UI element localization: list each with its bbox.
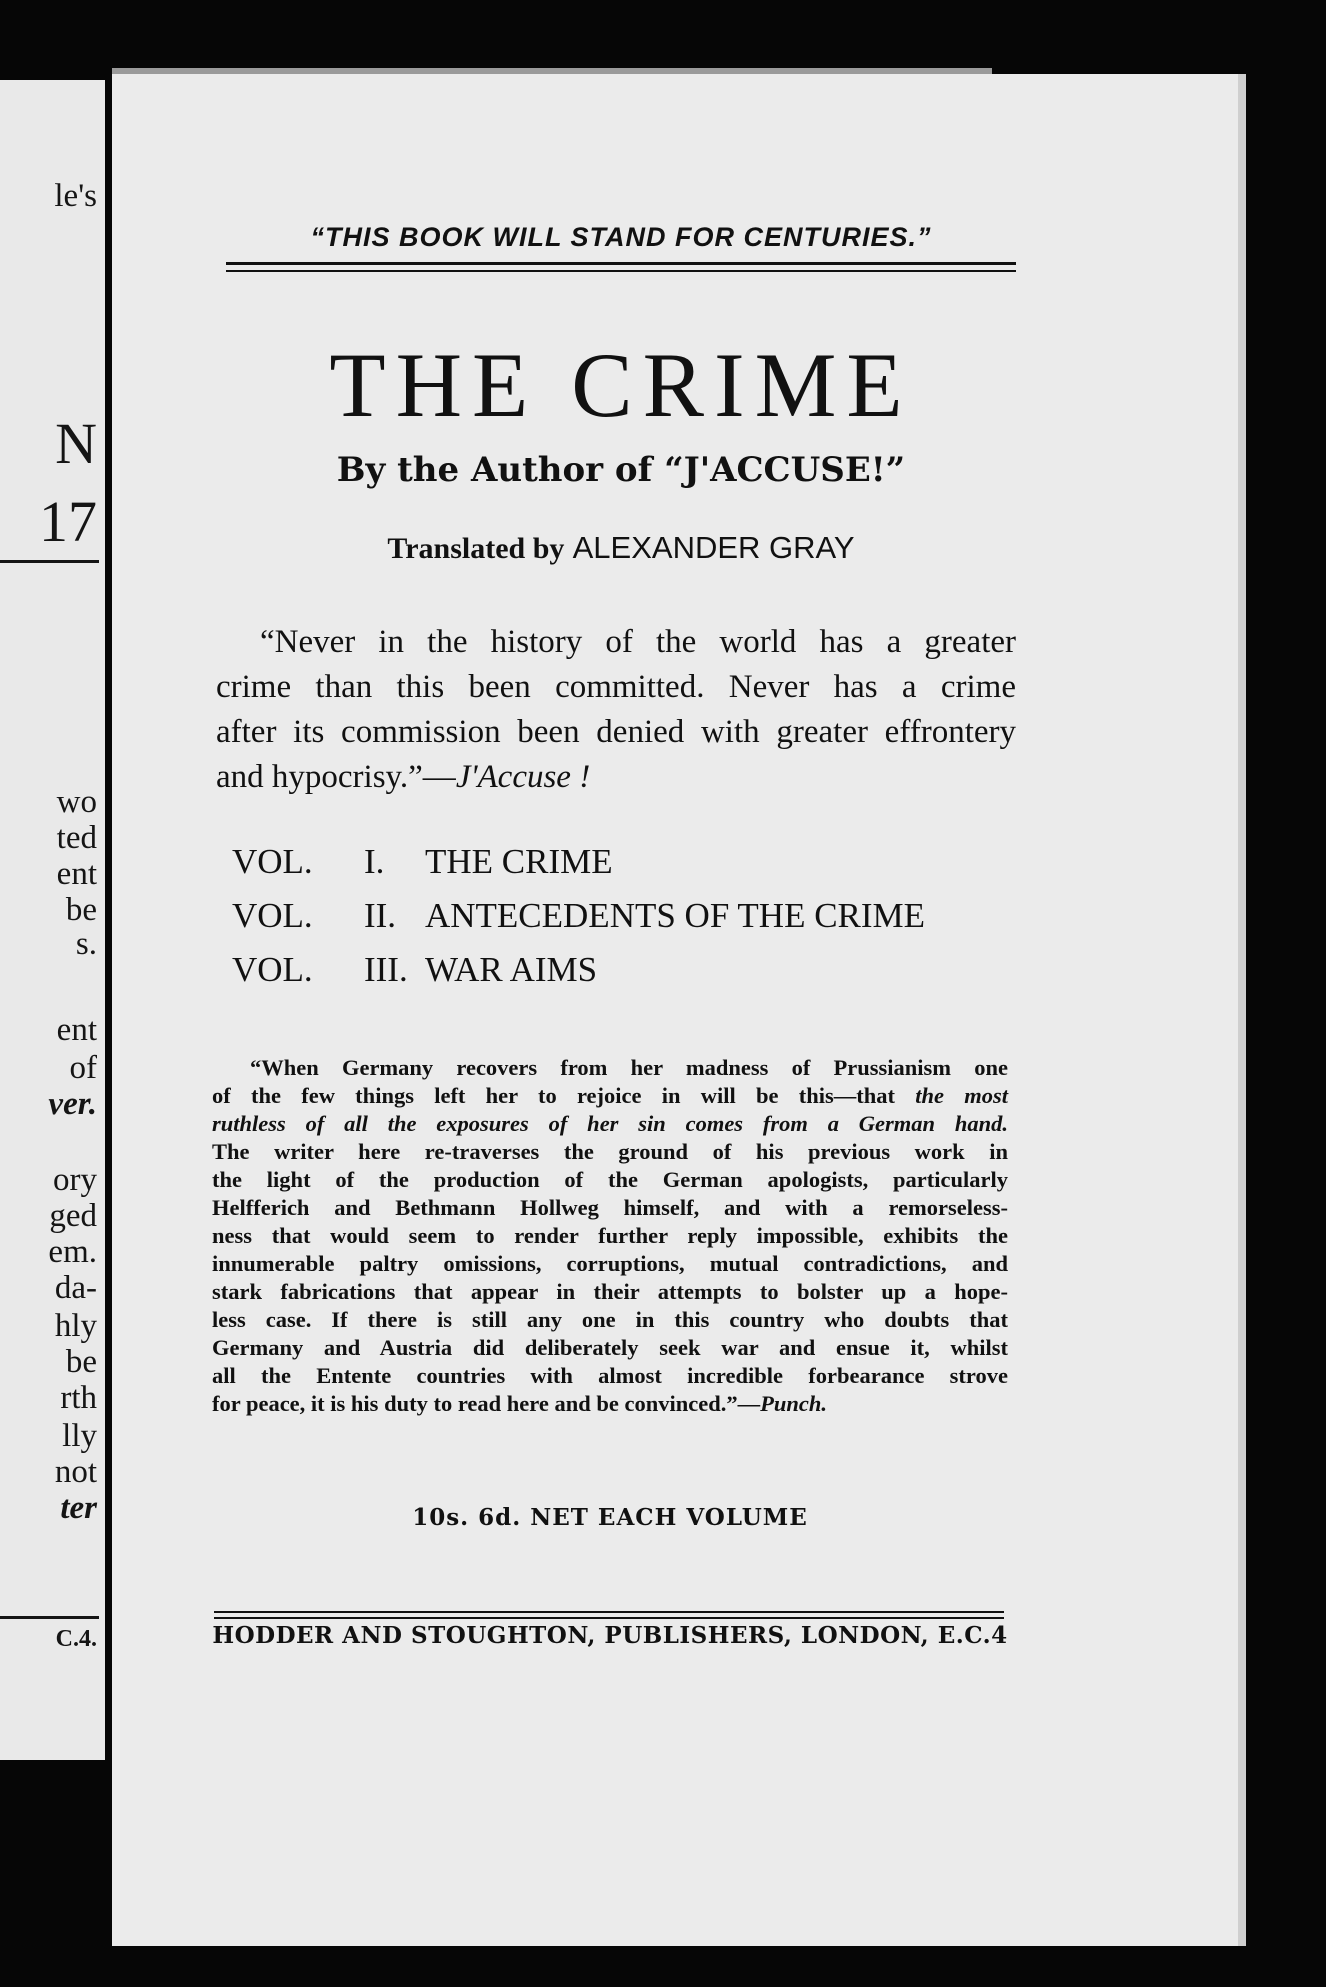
press-review [212,1054,1008,1418]
review-source: Punch. [760,1391,828,1416]
volume-title: WAR AIMS [425,950,598,989]
volume-title: THE CRIME [425,842,613,881]
volume-label: VOL. [232,950,313,989]
banner-quote: “THIS BOOK WILL STAND FOR CENTURIES.” [310,222,932,252]
left-page-fragment: not [54,1454,97,1490]
quote-line: “Never in the history of the world has a greater [260,624,1016,660]
left-page-fragment: 17 [39,489,97,554]
epigraph-quote [216,620,1016,800]
translator-name: ALEXANDER GRAY [572,530,855,565]
left-page-fragment: lly [62,1418,97,1454]
quote-line: crime than this been committed. Never has a crime [216,669,1016,705]
left-page-fragment: N [55,411,97,476]
volume-item [232,896,1032,950]
page-right-edge [1238,74,1246,1946]
banner-rule [226,262,1016,265]
book-subtitle: By the Author of “J'ACCUSE!” [336,450,906,490]
review-text: for peace, it is his duty to read here and be convinced.”— [212,1391,761,1416]
review-line: stark fabrications that appear in their attempts to bolster up a hope- [212,1279,1008,1304]
volume-number: II. [364,896,397,935]
footer-rule [214,1611,1004,1613]
review-line: The writer here re-traverses the ground of his previous work in [212,1139,1008,1164]
price-line: 10s. 6d. NET EACH VOLUME [412,1504,808,1531]
left-page-fragment: be [65,1344,97,1380]
left-page-fragment: C.4. [55,1626,97,1652]
left-page-fragment: ent [56,856,97,892]
quote-line: after its commission been denied with greater effrontery [216,714,1016,750]
review-emphasis: the most [915,1083,1008,1108]
left-page-fragment: hly [54,1308,97,1344]
review-text: of the few things left her to rejoice in will be this—that [212,1083,916,1108]
review-line: “When Germany recovers from her madness of Prussianism one [250,1055,1008,1080]
volume-item [232,842,1032,896]
adjacent-left-page [0,80,105,1760]
left-page-fragment: s. [75,926,97,962]
translator-credit [226,530,1016,567]
review-line [212,1390,1008,1418]
left-page-fragment: da- [54,1270,97,1306]
review-line: the light of the production of the German apologists, particularly [212,1167,1008,1192]
review-line: ness that would seem to render further reply impossible, exhibits the [212,1223,1008,1248]
left-page-fragment: ged [49,1198,97,1234]
left-page-fragment: em. [48,1234,97,1270]
review-line: all the Entente countries with almost incredible forbearance strove [212,1363,1008,1388]
volume-item [232,950,1032,1004]
left-page-fragment: ter [60,1490,97,1526]
volume-label: VOL. [232,842,313,881]
banner-rule [226,270,1016,272]
left-page-fragment: le's [54,178,97,214]
translator-label: Translated by [387,532,565,565]
footer-rule [214,1617,1004,1619]
left-page-rule [0,1616,99,1619]
quote-attribution: J'Accuse ! [455,759,591,795]
left-page-fragment: ory [53,1162,97,1198]
volume-number: I. [364,842,385,881]
left-page-fragment: ted [56,820,97,856]
publisher-imprint: HODDER AND STOUGHTON, PUBLISHERS, LONDON, E.C.4 [212,1622,1008,1649]
left-page-fragment: wo [56,784,97,820]
review-line: ruthless of all the exposures of her sin comes from a German hand. [212,1111,1008,1136]
volume-title: ANTECEDENTS OF THE CRIME [425,896,926,935]
review-line: Helfferich and Bethmann Hollweg himself, and with a remorseless- [212,1195,1008,1220]
left-page-rule [0,560,99,563]
quote-line: and hypocrisy.”— [216,759,456,795]
review-line [212,1082,1008,1110]
volume-label: VOL. [232,896,313,935]
book-title: THE CRIME [329,334,913,436]
review-line: Germany and Austria did deliberately seek war and ensue it, whilst [212,1335,1008,1360]
left-page-fragment: of [69,1050,97,1086]
left-page-fragment: ent [56,1012,97,1048]
quote-line-last [216,755,1016,800]
review-line: less case. If there is still any one in this country who doubts that [212,1307,1008,1332]
review-line: innumerable paltry omissions, corruptions, mutual contradictions, and [212,1251,1008,1276]
left-page-fragment: rth [60,1380,97,1416]
volume-number: III. [364,950,408,989]
left-page-fragment: ver. [48,1086,97,1122]
left-page-fragment: be [65,892,97,928]
volume-list [232,842,1032,1004]
